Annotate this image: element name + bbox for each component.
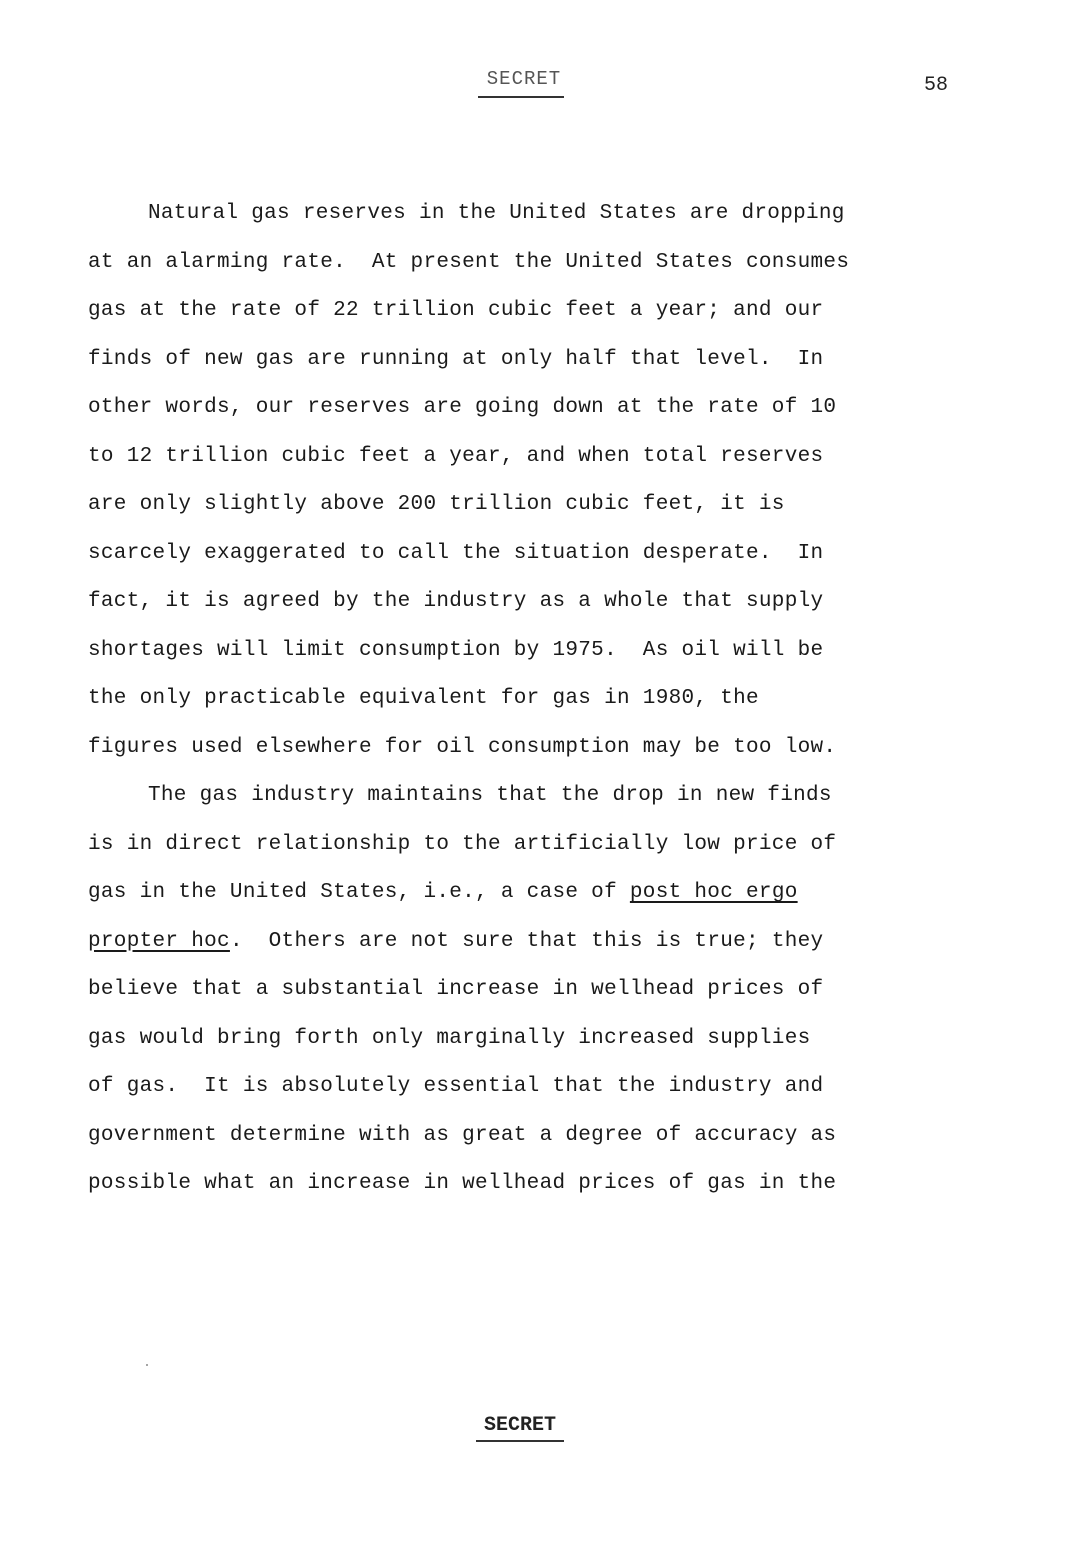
latin-phrase-underlined: propter hoc (88, 929, 230, 953)
text-line: finds of new gas are running at only half that level. In (88, 347, 824, 371)
text-line: believe that a substantial increase in wellhead prices of (88, 978, 824, 1001)
text-line: The gas industry maintains that the drop in new finds (148, 784, 832, 807)
text-line-with-latin (88, 869, 958, 918)
text-line: shortages will limit consumption by 1975. As oil will be (88, 638, 824, 662)
text-line: gas at the rate of 22 trillion cubic feet a year; and our (88, 299, 824, 322)
text-line: of gas. It is absolutely essential that the industry and (88, 1075, 824, 1098)
text-line: scarcely exaggerated to call the situation desperate. In (88, 541, 824, 565)
footer-underline (476, 1440, 564, 1442)
text-segment: . Others are not sure that this is true; they (229, 929, 824, 953)
scan-artifact-dot (146, 1364, 148, 1366)
header-classification-marking: SECRET (486, 68, 562, 90)
text-line: possible what an increase in wellhead prices of gas in the (88, 1172, 837, 1195)
latin-phrase-underlined: post hoc ergo (629, 881, 798, 904)
header-underline (478, 96, 564, 98)
text-line: Natural gas reserves in the United States are dropping (148, 202, 845, 225)
text-line: government determine with as great a degree of accuracy as (88, 1123, 837, 1147)
text-line: is in direct relationship to the artificially low price of (88, 832, 837, 856)
text-segment: gas in the United States, i.e., a case of (88, 881, 630, 904)
text-line: are only slightly above 200 trillion cubic feet, it is (88, 493, 785, 516)
body-text (88, 190, 958, 1209)
text-line: gas would bring forth only marginally increased supplies (88, 1026, 811, 1050)
text-line: other words, our reserves are going down at the rate of 10 (88, 396, 837, 419)
footer-classification-marking: SECRET (483, 1414, 556, 1437)
page-number: 58 (924, 74, 949, 97)
text-line: at an alarming rate. At present the United States consumes (88, 250, 850, 274)
text-line-with-latin (88, 918, 958, 967)
text-line: to 12 trillion cubic feet a year, and when total reserves (88, 444, 824, 468)
text-line: the only practicable equivalent for gas in 1980, the (88, 687, 759, 710)
text-line: fact, it is agreed by the industry as a whole that supply (88, 590, 824, 613)
text-line: figures used elsewhere for oil consumption may be too low. (88, 735, 837, 759)
